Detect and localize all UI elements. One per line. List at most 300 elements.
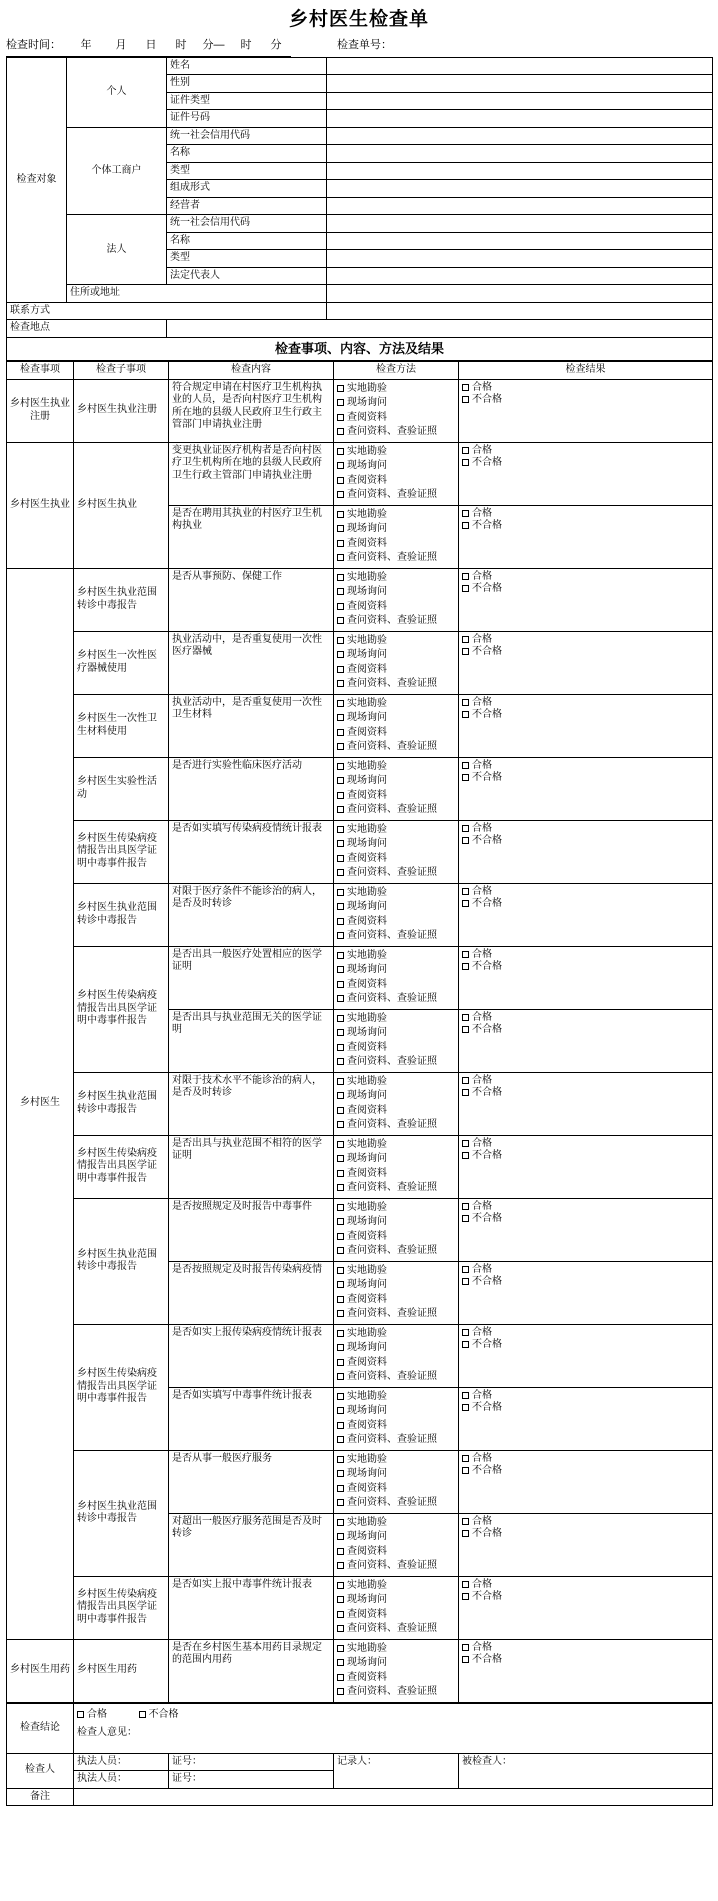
- checkbox-qualified-icon[interactable]: [77, 1711, 84, 1718]
- field-value-contact[interactable]: [327, 302, 713, 320]
- inspected-label[interactable]: 被检查人：: [459, 1753, 713, 1788]
- method-checkbox[interactable]: [337, 1579, 455, 1594]
- checkbox-icon[interactable]: [337, 1499, 344, 1506]
- method-checkbox[interactable]: [337, 1230, 455, 1245]
- checkbox-icon[interactable]: [337, 792, 344, 799]
- method-checkbox[interactable]: [337, 488, 455, 503]
- checkbox-icon[interactable]: [337, 666, 344, 673]
- checkbox-icon[interactable]: [337, 448, 344, 455]
- checkbox-icon[interactable]: [337, 806, 344, 813]
- checkbox-icon[interactable]: [462, 1077, 469, 1084]
- method-checkbox[interactable]: [337, 663, 455, 678]
- checkbox-icon[interactable]: [337, 889, 344, 896]
- method-checkbox[interactable]: [337, 508, 455, 523]
- method-checkbox[interactable]: [337, 1545, 455, 1560]
- cell-methods[interactable]: [334, 1513, 459, 1576]
- method-checkbox[interactable]: [337, 677, 455, 692]
- checkbox-icon[interactable]: [462, 1203, 469, 1210]
- checkbox-icon[interactable]: [337, 1422, 344, 1429]
- method-checkbox[interactable]: [337, 600, 455, 615]
- result-checkbox[interactable]: [462, 508, 709, 521]
- result-checkbox[interactable]: [462, 1150, 709, 1163]
- method-checkbox[interactable]: [337, 1608, 455, 1623]
- cell-methods[interactable]: [334, 757, 459, 820]
- method-checkbox[interactable]: [337, 634, 455, 649]
- checkbox-icon[interactable]: [462, 1656, 469, 1663]
- checkbox-icon[interactable]: [337, 680, 344, 687]
- checkbox-icon[interactable]: [337, 763, 344, 770]
- checkbox-icon[interactable]: [462, 1152, 469, 1159]
- remark-value[interactable]: [74, 1788, 713, 1806]
- method-checkbox[interactable]: [337, 1370, 455, 1385]
- checkbox-icon[interactable]: [337, 1078, 344, 1085]
- checkbox-icon[interactable]: [462, 1014, 469, 1021]
- method-checkbox[interactable]: [337, 1201, 455, 1216]
- cell-results[interactable]: [459, 1639, 713, 1702]
- result-checkbox[interactable]: [462, 1579, 709, 1592]
- checkbox-icon[interactable]: [462, 900, 469, 907]
- cell-results[interactable]: [459, 631, 713, 694]
- cert-label-1[interactable]: 证号：: [169, 1753, 334, 1771]
- method-checkbox[interactable]: [337, 1215, 455, 1230]
- method-checkbox[interactable]: [337, 648, 455, 663]
- result-checkbox[interactable]: [462, 1402, 709, 1415]
- result-checkbox[interactable]: [462, 1591, 709, 1604]
- place-value[interactable]: [167, 320, 713, 338]
- method-checkbox[interactable]: [337, 1496, 455, 1511]
- result-checkbox[interactable]: [462, 583, 709, 596]
- checkbox-icon[interactable]: [337, 1029, 344, 1036]
- checkbox-icon[interactable]: [337, 1674, 344, 1681]
- checkbox-icon[interactable]: [462, 447, 469, 454]
- checkbox-icon[interactable]: [337, 952, 344, 959]
- result-checkbox[interactable]: [462, 709, 709, 722]
- cell-results[interactable]: [459, 1576, 713, 1639]
- checkbox-icon[interactable]: [337, 477, 344, 484]
- method-checkbox[interactable]: [337, 1327, 455, 1342]
- result-checkbox[interactable]: [462, 886, 709, 899]
- checkbox-icon[interactable]: [337, 1645, 344, 1652]
- cell-methods[interactable]: [334, 694, 459, 757]
- cell-methods[interactable]: [334, 1639, 459, 1702]
- cell-results[interactable]: [459, 946, 713, 1009]
- cell-methods[interactable]: [334, 1387, 459, 1450]
- method-checkbox[interactable]: [337, 1138, 455, 1153]
- method-checkbox[interactable]: [337, 886, 455, 901]
- method-checkbox[interactable]: [337, 396, 455, 411]
- checkbox-icon[interactable]: [337, 1407, 344, 1414]
- checkbox-icon[interactable]: [337, 1344, 344, 1351]
- checkbox-icon[interactable]: [462, 825, 469, 832]
- checkbox-icon[interactable]: [337, 855, 344, 862]
- checkbox-icon[interactable]: [337, 1470, 344, 1477]
- method-checkbox[interactable]: [337, 1622, 455, 1637]
- method-checkbox[interactable]: [337, 1307, 455, 1322]
- result-checkbox[interactable]: [462, 1024, 709, 1037]
- method-checkbox[interactable]: [337, 929, 455, 944]
- cell-results[interactable]: [459, 1450, 713, 1513]
- cell-methods[interactable]: [334, 1009, 459, 1072]
- cell-results[interactable]: [459, 505, 713, 568]
- cell-results[interactable]: [459, 1261, 713, 1324]
- result-checkbox[interactable]: [462, 646, 709, 659]
- result-checkbox[interactable]: [462, 1642, 709, 1655]
- checkbox-icon[interactable]: [337, 777, 344, 784]
- checkbox-icon[interactable]: [337, 1170, 344, 1177]
- field-value-legal-credit-code[interactable]: [327, 215, 713, 233]
- checkbox-unqualified-icon[interactable]: [139, 1711, 146, 1718]
- cell-results[interactable]: [459, 1009, 713, 1072]
- checkbox-icon[interactable]: [462, 774, 469, 781]
- checkbox-icon[interactable]: [462, 1266, 469, 1273]
- method-checkbox[interactable]: [337, 1559, 455, 1574]
- checkbox-icon[interactable]: [462, 1581, 469, 1588]
- result-checkbox[interactable]: [462, 1654, 709, 1667]
- result-checkbox[interactable]: [462, 949, 709, 962]
- checkbox-icon[interactable]: [337, 462, 344, 469]
- checkbox-icon[interactable]: [337, 1141, 344, 1148]
- result-checkbox[interactable]: [462, 772, 709, 785]
- field-value-legal-type[interactable]: [327, 250, 713, 268]
- checkbox-icon[interactable]: [337, 1247, 344, 1254]
- checkbox-icon[interactable]: [337, 932, 344, 939]
- checkbox-icon[interactable]: [337, 491, 344, 498]
- recorder-label[interactable]: 记录人：: [334, 1753, 459, 1788]
- cell-methods[interactable]: [334, 442, 459, 505]
- method-checkbox[interactable]: [337, 1041, 455, 1056]
- method-checkbox[interactable]: [337, 740, 455, 755]
- method-checkbox[interactable]: [337, 1167, 455, 1182]
- cell-results[interactable]: [459, 820, 713, 883]
- checkbox-icon[interactable]: [337, 1218, 344, 1225]
- cell-methods[interactable]: [334, 1072, 459, 1135]
- cell-methods[interactable]: [334, 568, 459, 631]
- result-checkbox[interactable]: [462, 1276, 709, 1289]
- result-checkbox[interactable]: [462, 1390, 709, 1403]
- method-checkbox[interactable]: [337, 697, 455, 712]
- checkbox-icon[interactable]: [337, 1533, 344, 1540]
- checkbox-icon[interactable]: [462, 1518, 469, 1525]
- result-checkbox[interactable]: [462, 961, 709, 974]
- cell-results[interactable]: [459, 442, 713, 505]
- field-value-biz-name[interactable]: [327, 145, 713, 163]
- cell-methods[interactable]: [334, 1576, 459, 1639]
- cell-results[interactable]: [459, 1513, 713, 1576]
- result-checkbox[interactable]: [462, 1465, 709, 1478]
- method-checkbox[interactable]: [337, 411, 455, 426]
- checkbox-icon[interactable]: [337, 1548, 344, 1555]
- field-value-biz-credit-code[interactable]: [327, 127, 713, 145]
- checkbox-icon[interactable]: [337, 1107, 344, 1114]
- time-hour[interactable]: 时: [166, 36, 196, 56]
- method-checkbox[interactable]: [337, 803, 455, 818]
- method-checkbox[interactable]: [337, 1264, 455, 1279]
- field-value-biz-form[interactable]: [327, 180, 713, 198]
- result-checkbox[interactable]: [462, 1012, 709, 1025]
- checkbox-icon[interactable]: [337, 743, 344, 750]
- method-checkbox[interactable]: [337, 571, 455, 586]
- result-checkbox[interactable]: [462, 520, 709, 533]
- cell-results[interactable]: [459, 379, 713, 442]
- result-checkbox[interactable]: [462, 1087, 709, 1100]
- checkbox-icon[interactable]: [337, 1233, 344, 1240]
- checkbox-icon[interactable]: [462, 384, 469, 391]
- cell-results[interactable]: [459, 1135, 713, 1198]
- checkbox-icon[interactable]: [462, 1215, 469, 1222]
- checkbox-icon[interactable]: [337, 1625, 344, 1632]
- cell-methods[interactable]: [334, 1324, 459, 1387]
- method-checkbox[interactable]: [337, 1516, 455, 1531]
- method-checkbox[interactable]: [337, 866, 455, 881]
- checkbox-icon[interactable]: [462, 951, 469, 958]
- checkbox-icon[interactable]: [337, 1310, 344, 1317]
- checkbox-icon[interactable]: [337, 1121, 344, 1128]
- checkbox-icon[interactable]: [337, 414, 344, 421]
- checkbox-icon[interactable]: [337, 574, 344, 581]
- method-checkbox[interactable]: [337, 1341, 455, 1356]
- method-checkbox[interactable]: [337, 1181, 455, 1196]
- cell-methods[interactable]: [334, 1261, 459, 1324]
- cell-methods[interactable]: [334, 379, 459, 442]
- method-checkbox[interactable]: [337, 1530, 455, 1545]
- checkbox-icon[interactable]: [337, 540, 344, 547]
- checkbox-icon[interactable]: [462, 396, 469, 403]
- checkbox-icon[interactable]: [337, 729, 344, 736]
- checkbox-icon[interactable]: [337, 1436, 344, 1443]
- checkbox-icon[interactable]: [337, 995, 344, 1002]
- checkbox-icon[interactable]: [337, 1659, 344, 1666]
- checkbox-icon[interactable]: [337, 525, 344, 532]
- checkbox-icon[interactable]: [337, 826, 344, 833]
- checkbox-icon[interactable]: [462, 510, 469, 517]
- checkbox-icon[interactable]: [462, 1329, 469, 1336]
- result-checkbox[interactable]: [462, 634, 709, 647]
- method-checkbox[interactable]: [337, 1089, 455, 1104]
- cell-results[interactable]: [459, 1198, 713, 1261]
- field-value-id-type[interactable]: [327, 92, 713, 110]
- enforcer-label-1[interactable]: 执法人员：: [74, 1753, 169, 1771]
- method-checkbox[interactable]: [337, 445, 455, 460]
- method-checkbox[interactable]: [337, 1075, 455, 1090]
- method-checkbox[interactable]: [337, 711, 455, 726]
- method-checkbox[interactable]: [337, 425, 455, 440]
- checkbox-icon[interactable]: [337, 869, 344, 876]
- method-checkbox[interactable]: [337, 1356, 455, 1371]
- method-checkbox[interactable]: [337, 1293, 455, 1308]
- result-checkbox[interactable]: [462, 823, 709, 836]
- checkbox-icon[interactable]: [337, 918, 344, 925]
- checkbox-icon[interactable]: [337, 1688, 344, 1695]
- checkbox-icon[interactable]: [337, 1359, 344, 1366]
- result-checkbox[interactable]: [462, 1327, 709, 1340]
- checkbox-icon[interactable]: [462, 699, 469, 706]
- method-checkbox[interactable]: [337, 1104, 455, 1119]
- method-checkbox[interactable]: [337, 726, 455, 741]
- checkbox-icon[interactable]: [462, 1026, 469, 1033]
- checkbox-icon[interactable]: [337, 714, 344, 721]
- checkbox-icon[interactable]: [462, 522, 469, 529]
- method-checkbox[interactable]: [337, 915, 455, 930]
- method-checkbox[interactable]: [337, 1419, 455, 1434]
- result-checkbox[interactable]: [462, 1201, 709, 1214]
- checkbox-icon[interactable]: [462, 888, 469, 895]
- time-minute-start[interactable]: 分—: [196, 36, 231, 56]
- result-checkbox[interactable]: [462, 1213, 709, 1226]
- method-checkbox[interactable]: [337, 949, 455, 964]
- method-checkbox[interactable]: [337, 1118, 455, 1133]
- checkbox-icon[interactable]: [337, 1058, 344, 1065]
- result-checkbox[interactable]: [462, 382, 709, 395]
- field-value-biz-type[interactable]: [327, 162, 713, 180]
- method-checkbox[interactable]: [337, 837, 455, 852]
- method-checkbox[interactable]: [337, 900, 455, 915]
- method-checkbox[interactable]: [337, 978, 455, 993]
- enforcer-label-2[interactable]: 执法人员：: [74, 1771, 169, 1789]
- method-checkbox[interactable]: [337, 537, 455, 552]
- result-checkbox[interactable]: [462, 394, 709, 407]
- method-checkbox[interactable]: [337, 1404, 455, 1419]
- method-checkbox[interactable]: [337, 1685, 455, 1700]
- checkbox-icon[interactable]: [337, 1281, 344, 1288]
- time-hour-end[interactable]: 时: [231, 36, 261, 56]
- checkbox-icon[interactable]: [462, 1593, 469, 1600]
- checkbox-icon[interactable]: [337, 1611, 344, 1618]
- cell-methods[interactable]: [334, 1135, 459, 1198]
- cell-methods[interactable]: [334, 505, 459, 568]
- result-checkbox[interactable]: [462, 571, 709, 584]
- method-checkbox[interactable]: [337, 1593, 455, 1608]
- checkbox-icon[interactable]: [337, 966, 344, 973]
- checkbox-icon[interactable]: [337, 1184, 344, 1191]
- result-checkbox[interactable]: [462, 760, 709, 773]
- checkbox-icon[interactable]: [462, 585, 469, 592]
- method-checkbox[interactable]: [337, 1244, 455, 1259]
- checkbox-icon[interactable]: [337, 981, 344, 988]
- method-checkbox[interactable]: [337, 382, 455, 397]
- result-checkbox[interactable]: [462, 445, 709, 458]
- method-checkbox[interactable]: [337, 1642, 455, 1657]
- method-checkbox[interactable]: [337, 760, 455, 775]
- cell-methods[interactable]: [334, 1198, 459, 1261]
- checkbox-icon[interactable]: [337, 1485, 344, 1492]
- cert-label-2[interactable]: 证号：: [169, 1771, 334, 1789]
- checkbox-icon[interactable]: [337, 840, 344, 847]
- result-checkbox[interactable]: [462, 1453, 709, 1466]
- checkbox-icon[interactable]: [462, 1530, 469, 1537]
- method-checkbox[interactable]: [337, 774, 455, 789]
- cell-methods[interactable]: [334, 883, 459, 946]
- cell-methods[interactable]: [334, 1450, 459, 1513]
- result-checkbox[interactable]: [462, 1075, 709, 1088]
- field-value-biz-operator[interactable]: [327, 197, 713, 215]
- time-month[interactable]: 月: [106, 36, 136, 56]
- method-checkbox[interactable]: [337, 585, 455, 600]
- checkbox-icon[interactable]: [462, 963, 469, 970]
- field-value-id-no[interactable]: [327, 110, 713, 128]
- checkbox-icon[interactable]: [337, 903, 344, 910]
- result-checkbox[interactable]: [462, 835, 709, 848]
- method-checkbox[interactable]: [337, 614, 455, 629]
- result-checkbox[interactable]: [462, 1528, 709, 1541]
- checkbox-icon[interactable]: [462, 711, 469, 718]
- checkbox-icon[interactable]: [337, 1373, 344, 1380]
- checkbox-icon[interactable]: [337, 1044, 344, 1051]
- checkbox-icon[interactable]: [462, 837, 469, 844]
- result-checkbox[interactable]: [462, 1339, 709, 1352]
- cell-results[interactable]: [459, 1324, 713, 1387]
- checkbox-icon[interactable]: [462, 459, 469, 466]
- cell-results[interactable]: [459, 568, 713, 631]
- checkbox-icon[interactable]: [462, 1341, 469, 1348]
- checkbox-icon[interactable]: [337, 1562, 344, 1569]
- result-checkbox[interactable]: [462, 457, 709, 470]
- checkbox-icon[interactable]: [462, 1140, 469, 1147]
- method-checkbox[interactable]: [337, 1671, 455, 1686]
- cell-results[interactable]: [459, 694, 713, 757]
- method-checkbox[interactable]: [337, 1390, 455, 1405]
- method-checkbox[interactable]: [337, 789, 455, 804]
- method-checkbox[interactable]: [337, 823, 455, 838]
- checkbox-icon[interactable]: [337, 511, 344, 518]
- checkbox-icon[interactable]: [462, 573, 469, 580]
- checkbox-icon[interactable]: [462, 1278, 469, 1285]
- method-checkbox[interactable]: [337, 1453, 455, 1468]
- method-checkbox[interactable]: [337, 963, 455, 978]
- checkbox-icon[interactable]: [337, 1519, 344, 1526]
- result-checkbox[interactable]: [462, 898, 709, 911]
- method-checkbox[interactable]: [337, 459, 455, 474]
- field-value-legal-rep[interactable]: [327, 267, 713, 285]
- checkbox-icon[interactable]: [337, 1155, 344, 1162]
- time-minute-end[interactable]: 分: [261, 36, 291, 56]
- checkbox-icon[interactable]: [462, 1467, 469, 1474]
- checkbox-icon[interactable]: [462, 1455, 469, 1462]
- checkbox-icon[interactable]: [337, 651, 344, 658]
- checkbox-icon[interactable]: [337, 1204, 344, 1211]
- checkbox-icon[interactable]: [462, 1392, 469, 1399]
- result-checkbox[interactable]: [462, 1516, 709, 1529]
- cell-results[interactable]: [459, 1072, 713, 1135]
- method-checkbox[interactable]: [337, 1152, 455, 1167]
- checkbox-icon[interactable]: [337, 637, 344, 644]
- checkbox-icon[interactable]: [337, 588, 344, 595]
- method-checkbox[interactable]: [337, 1482, 455, 1497]
- checkbox-icon[interactable]: [462, 648, 469, 655]
- method-checkbox[interactable]: [337, 992, 455, 1007]
- method-checkbox[interactable]: [337, 852, 455, 867]
- checkbox-icon[interactable]: [462, 762, 469, 769]
- checkbox-icon[interactable]: [337, 385, 344, 392]
- result-checkbox[interactable]: [462, 1264, 709, 1277]
- checkbox-icon[interactable]: [337, 1015, 344, 1022]
- time-year[interactable]: 年: [66, 36, 106, 56]
- checkbox-icon[interactable]: [337, 1296, 344, 1303]
- method-checkbox[interactable]: [337, 1055, 455, 1070]
- field-value-address[interactable]: [327, 285, 713, 303]
- checkbox-icon[interactable]: [337, 1393, 344, 1400]
- checkbox-icon[interactable]: [462, 636, 469, 643]
- checkbox-icon[interactable]: [337, 700, 344, 707]
- checkbox-icon[interactable]: [462, 1644, 469, 1651]
- checkbox-icon[interactable]: [337, 1582, 344, 1589]
- checkbox-icon[interactable]: [462, 1089, 469, 1096]
- checkbox-icon[interactable]: [337, 1596, 344, 1603]
- time-day[interactable]: 日: [136, 36, 166, 56]
- field-value-gender[interactable]: [327, 75, 713, 93]
- cell-methods[interactable]: [334, 631, 459, 694]
- method-checkbox[interactable]: [337, 1656, 455, 1671]
- method-checkbox[interactable]: [337, 474, 455, 489]
